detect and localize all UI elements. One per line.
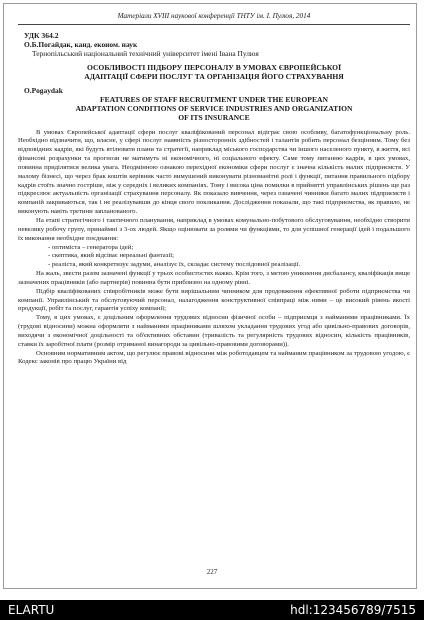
title-en-line-1: FEATURES OF STAFF RECRUITMENT UNDER THE EUROPEAN [100,95,328,105]
list-item: - оптиміста – генератора ідей; [48,244,410,253]
handle-id: hdl:123456789/7515 [290,603,416,617]
title-en-line-3: OF ITS INSURANCE [178,113,250,123]
repository-footer-bar [0,600,424,620]
paragraph: Тому, в цих умовах, є доцільним оформлення трудових відносин фізичної особи – підприємця з найманими працівниками. Їх (трудові відносини) можна оформляти з найманими працівниками шляхом укладання трудових угод або цивільно-правових договорів, виходячи з економічної доцільності та об'єктивних обставин (тривалість та регулярність трудових відносин, кількість працівників, ставки їх заробітної плати (розмір отриманої винагороди за цивільно-правовими договорами)). [18,314,410,348]
title-ua-line-1: ОСОБЛИВОСТІ ПІДБОРУ ПЕРСОНАЛУ В УМОВАХ ЄВРОПЕЙСЬКОЇ [86,63,342,72]
author-ua: О.Б.Погайдак, канд. економ. наук [24,40,138,49]
repository-name: ELARTU [8,603,55,617]
affiliation: Тернопільський національний технічний університет імені Івана Пулюя [32,49,259,58]
title-en-line-2: ADAPTATION CONDITIONS OF SERVICE INDUSTRIES AND ORGANIZATION [75,104,353,114]
body-text [18,129,410,368]
page-number: 227 [206,568,218,576]
paragraph: На етапі стратегічного і тактичного планування, наприклад в умовах комунально-побутового обслуговування, необхідно створити невелику робочу групу, принаймні з 3-ох людей. Якщо оцінювати за ролями чи функціями, то для успішної генерації ідей і подальшого їх виконання необхідне поєднання: [18,216,410,242]
running-header: Матеріали XVIII наукової конференції ТНТУ ім. І. Пулюя, 2014 [18,12,410,25]
paragraph: Підбір кваліфікованих співробітників може бути вирішальним чинником для продовження ефективної роботи підприємства чи компанії. Управлінський та обслуговуючий персонал, налагодження конструктивної співпраці між ними – це високий рівень якості продукції, робіт та послуг, гарантія успіху компанії; [18,287,410,313]
document-page [18,12,410,367]
paragraph: На жаль, звести разом зазначені функції у трьох особистостях важко. Крім того, з метою уникнення дисбалансу, кваліфікація вище зазначених працівників (або партнерів) повинна бути приблизно на одному рівні. [18,270,410,286]
title-ua-line-2: АДАПТАЦІЇ СФЕРИ ПОСЛУГ ТА ОРГАНІЗАЦІЯ ЙОГО СТРАХУВАННЯ [84,72,344,82]
paragraph: Основним нормативним актом, що регулює правові відносини між роботодавцем та найманим працівником за трудовою угодою, є Кодекс законів про працю України від [18,349,410,366]
udk-code: УДК 364.2 [24,31,59,40]
paragraph: В умовах Європейської адаптації сфери послуг кваліфікований персонал відіграє свою особливу, багатофункціональну роль. Необхідно відзначити, що, власне, у сфері послуг наявність різносторонніх здібностей і талантів робить персонал безцінним. Тому без відповідних кадрів, які будуть втілювати плани та стратегії, наприклад міського господарства чи іншого населеного пункту, в життя, всі фінансові розрахунки та прогнози не матимуть ні економічного, ні соціального ефекту. Саме тому питанню кадрів, в цих умовах, повинна приділятися велика увага. Неодмінною ознакою перехідної економіки сфери послуг є значна кількість малих підприємств. У малому бізнесі, що через брак коштів керівник часто вимушений виконувати різноманітні ролі і функції, питання правильного підбору кадрів стоїть значно гостріше, ніж у середніх і великих компаніях. Тому і висока ціна помилки в прийнятті управлінських рішень ще раз підкреслює актуальність організації страхування персоналу. Як показало вивчення, через означені чинники багато малих підприємств і компаній закриваються, так і не реалізувавши до кінця свого покликання. Дослідження показали, що такі підприємства, як правило, не виконують навіть третини запланованого. [18,128,410,216]
title-en [18,95,410,122]
list-item: - реаліста, який конкретизує задуми, аналізує їх, складає систему послідовної реалізації. [48,261,410,270]
roles-list [18,244,410,271]
list-item: - скептика, який відсіває нереальні фантазії; [48,252,410,261]
title-ua [18,63,410,81]
author-en: O.Pogaydak [24,86,63,96]
